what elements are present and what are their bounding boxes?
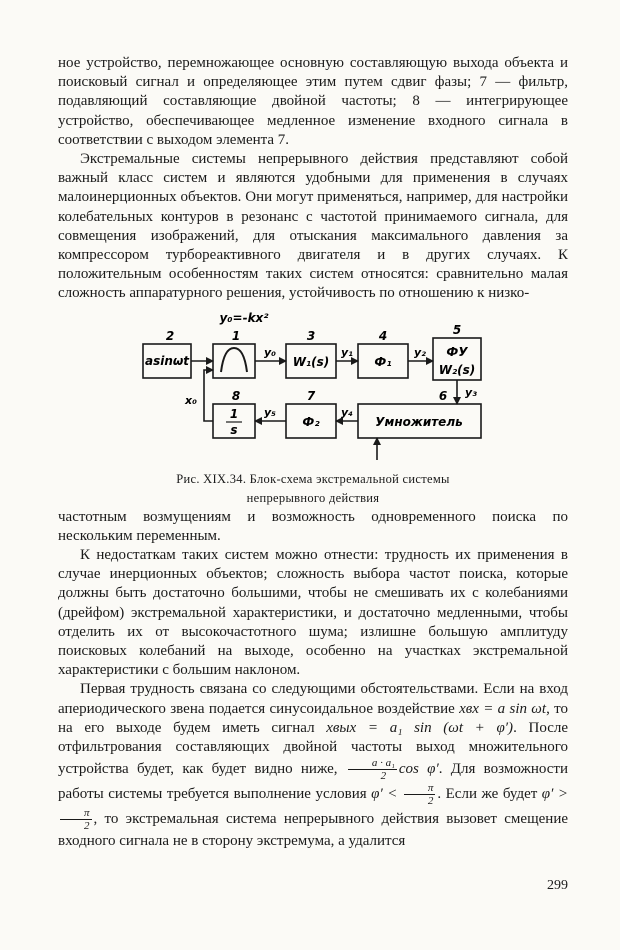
para5-text-2: , то на его выходе будем иметь сигнал [58, 700, 569, 736]
fraction-pi-num-b: π [60, 807, 92, 820]
figure-caption [58, 470, 568, 510]
paragraph-5 [58, 680, 568, 851]
number-7: 7 [306, 388, 316, 403]
fraction-pi-2-b [60, 807, 92, 832]
formula-output: xвых = a₁ sin (ωt + φ′) [326, 719, 514, 736]
fraction-pi-den-a: 2 [427, 795, 434, 808]
page-body [58, 54, 568, 851]
formula-cos: cos φ′ [398, 761, 439, 778]
source-label: asinωt [144, 353, 190, 368]
object-block [213, 344, 255, 378]
signal-y5: y₅ [264, 405, 276, 419]
w1-label: W₁(s) [292, 354, 330, 369]
paragraph-4: К недостаткам таких систем можно отнести: трудность их применения в случае инерционных объектов; сложность выбора частот поиска, которые должны быть достаточно большими, чтобы не смешивать их с колебаниями (дрейфом) экстремальной характеристики, и достаточно медленными, чтобы отделить их от высокочастотного шума; излишне большую амплитуду поисковых колебаний на выходе, особенно на участках экстремальной характеристики с большим наклоном. [58, 547, 568, 679]
signal-x0: x₀ [185, 393, 197, 407]
fraction-denominator: 2 [380, 770, 387, 783]
condition-less: φ′ < [371, 786, 402, 803]
multiplier-label: Умножитель [375, 414, 463, 429]
integrator-den-label: s [230, 422, 238, 437]
caption-line-2: непрерывного действия [246, 490, 380, 505]
signal-y1: y₁ [341, 345, 353, 359]
number-6: 6 [438, 388, 448, 403]
fraction-pi-num-a: π [404, 782, 436, 795]
para5-text-1: Первая трудность связана со следующими обстоятельствами. Если на вход апериодического звена подается синусоидальное воздействие [58, 681, 568, 717]
signal-y0: y₀ [264, 345, 276, 359]
block-diagram [58, 312, 568, 508]
signal-y4: y₄ [341, 405, 353, 419]
condition-greater: φ′ > [541, 786, 569, 803]
formula-input: xвх = a sin ωt [459, 700, 547, 717]
f1-label: Ф₁ [374, 354, 392, 369]
fu-label: ФУ [446, 344, 468, 359]
para5-text-5: . Если же будет [437, 786, 542, 803]
signal-y3: y₃ [465, 385, 477, 399]
paragraph-1: ное устройство, перемножающее основную составляющую выхода объекта и поисковый сигнал и определяющее этим путем сдвиг фазы; 7 — фильтр, подавляющий составляющие двойной частоты; 8 — интегрирующее устройство, обеспечивающее медленное изменение входного сигнала в соответствии с выходом элемента 7. [58, 55, 568, 148]
para5-text-6: , то экстремальная система непрерывного действия вызовет смещение входного сигнала не в сторону экстремума, а удалится [58, 811, 568, 850]
page-number: 299 [547, 878, 568, 893]
f2-label: Ф₂ [302, 414, 320, 429]
number-8: 8 [231, 388, 241, 403]
w2-label: W₂(s) [438, 362, 476, 377]
caption-line-1: Рис. XIX.34. Блок-схема экстремальной системы [176, 471, 450, 486]
para5-text-3: . После отфильтрования составляющих двойной частоты выход множительного устройства будет, как будет видно ниже, [58, 719, 568, 778]
number-1: 1 [231, 328, 241, 343]
number-3: 3 [306, 328, 316, 343]
fraction-pi-2-a [404, 782, 436, 807]
fraction-aa1-2 [348, 757, 397, 782]
signal-y2: y₂ [414, 345, 426, 359]
para5-text-4: . Для возможности работы системы требуется выполнение условия [58, 761, 568, 803]
number-4: 4 [378, 328, 388, 343]
paragraph-3: частотным возмущениям и возможность одновременного поиска по нескольким переменным. [58, 508, 568, 544]
number-5: 5 [452, 322, 462, 337]
integrator-num-label: 1 [229, 406, 239, 421]
number-2: 2 [165, 328, 175, 343]
fraction-numerator: a · a₁ [348, 757, 397, 770]
formula-top: y₀=-kx² [219, 311, 269, 325]
fraction-pi-den-b: 2 [84, 820, 90, 833]
paragraph-2: Экстремальные системы непрерывного действия представляют собой важный класс систем и являются удобными для применения в случаях малоинерционных объектов. Они могут применяться, например, для настройки колебательных контуров в резонанс с частотой принимаемого сигнала, для совмещения изображений, для отыскания максимального давления за компрессором турбореактивного двигателя и в других случаях. К положительным особенностям таких систем относятся: сравнительно малая сложность аппаратурного решения, устойчивость по отношению к низко- [58, 151, 568, 302]
